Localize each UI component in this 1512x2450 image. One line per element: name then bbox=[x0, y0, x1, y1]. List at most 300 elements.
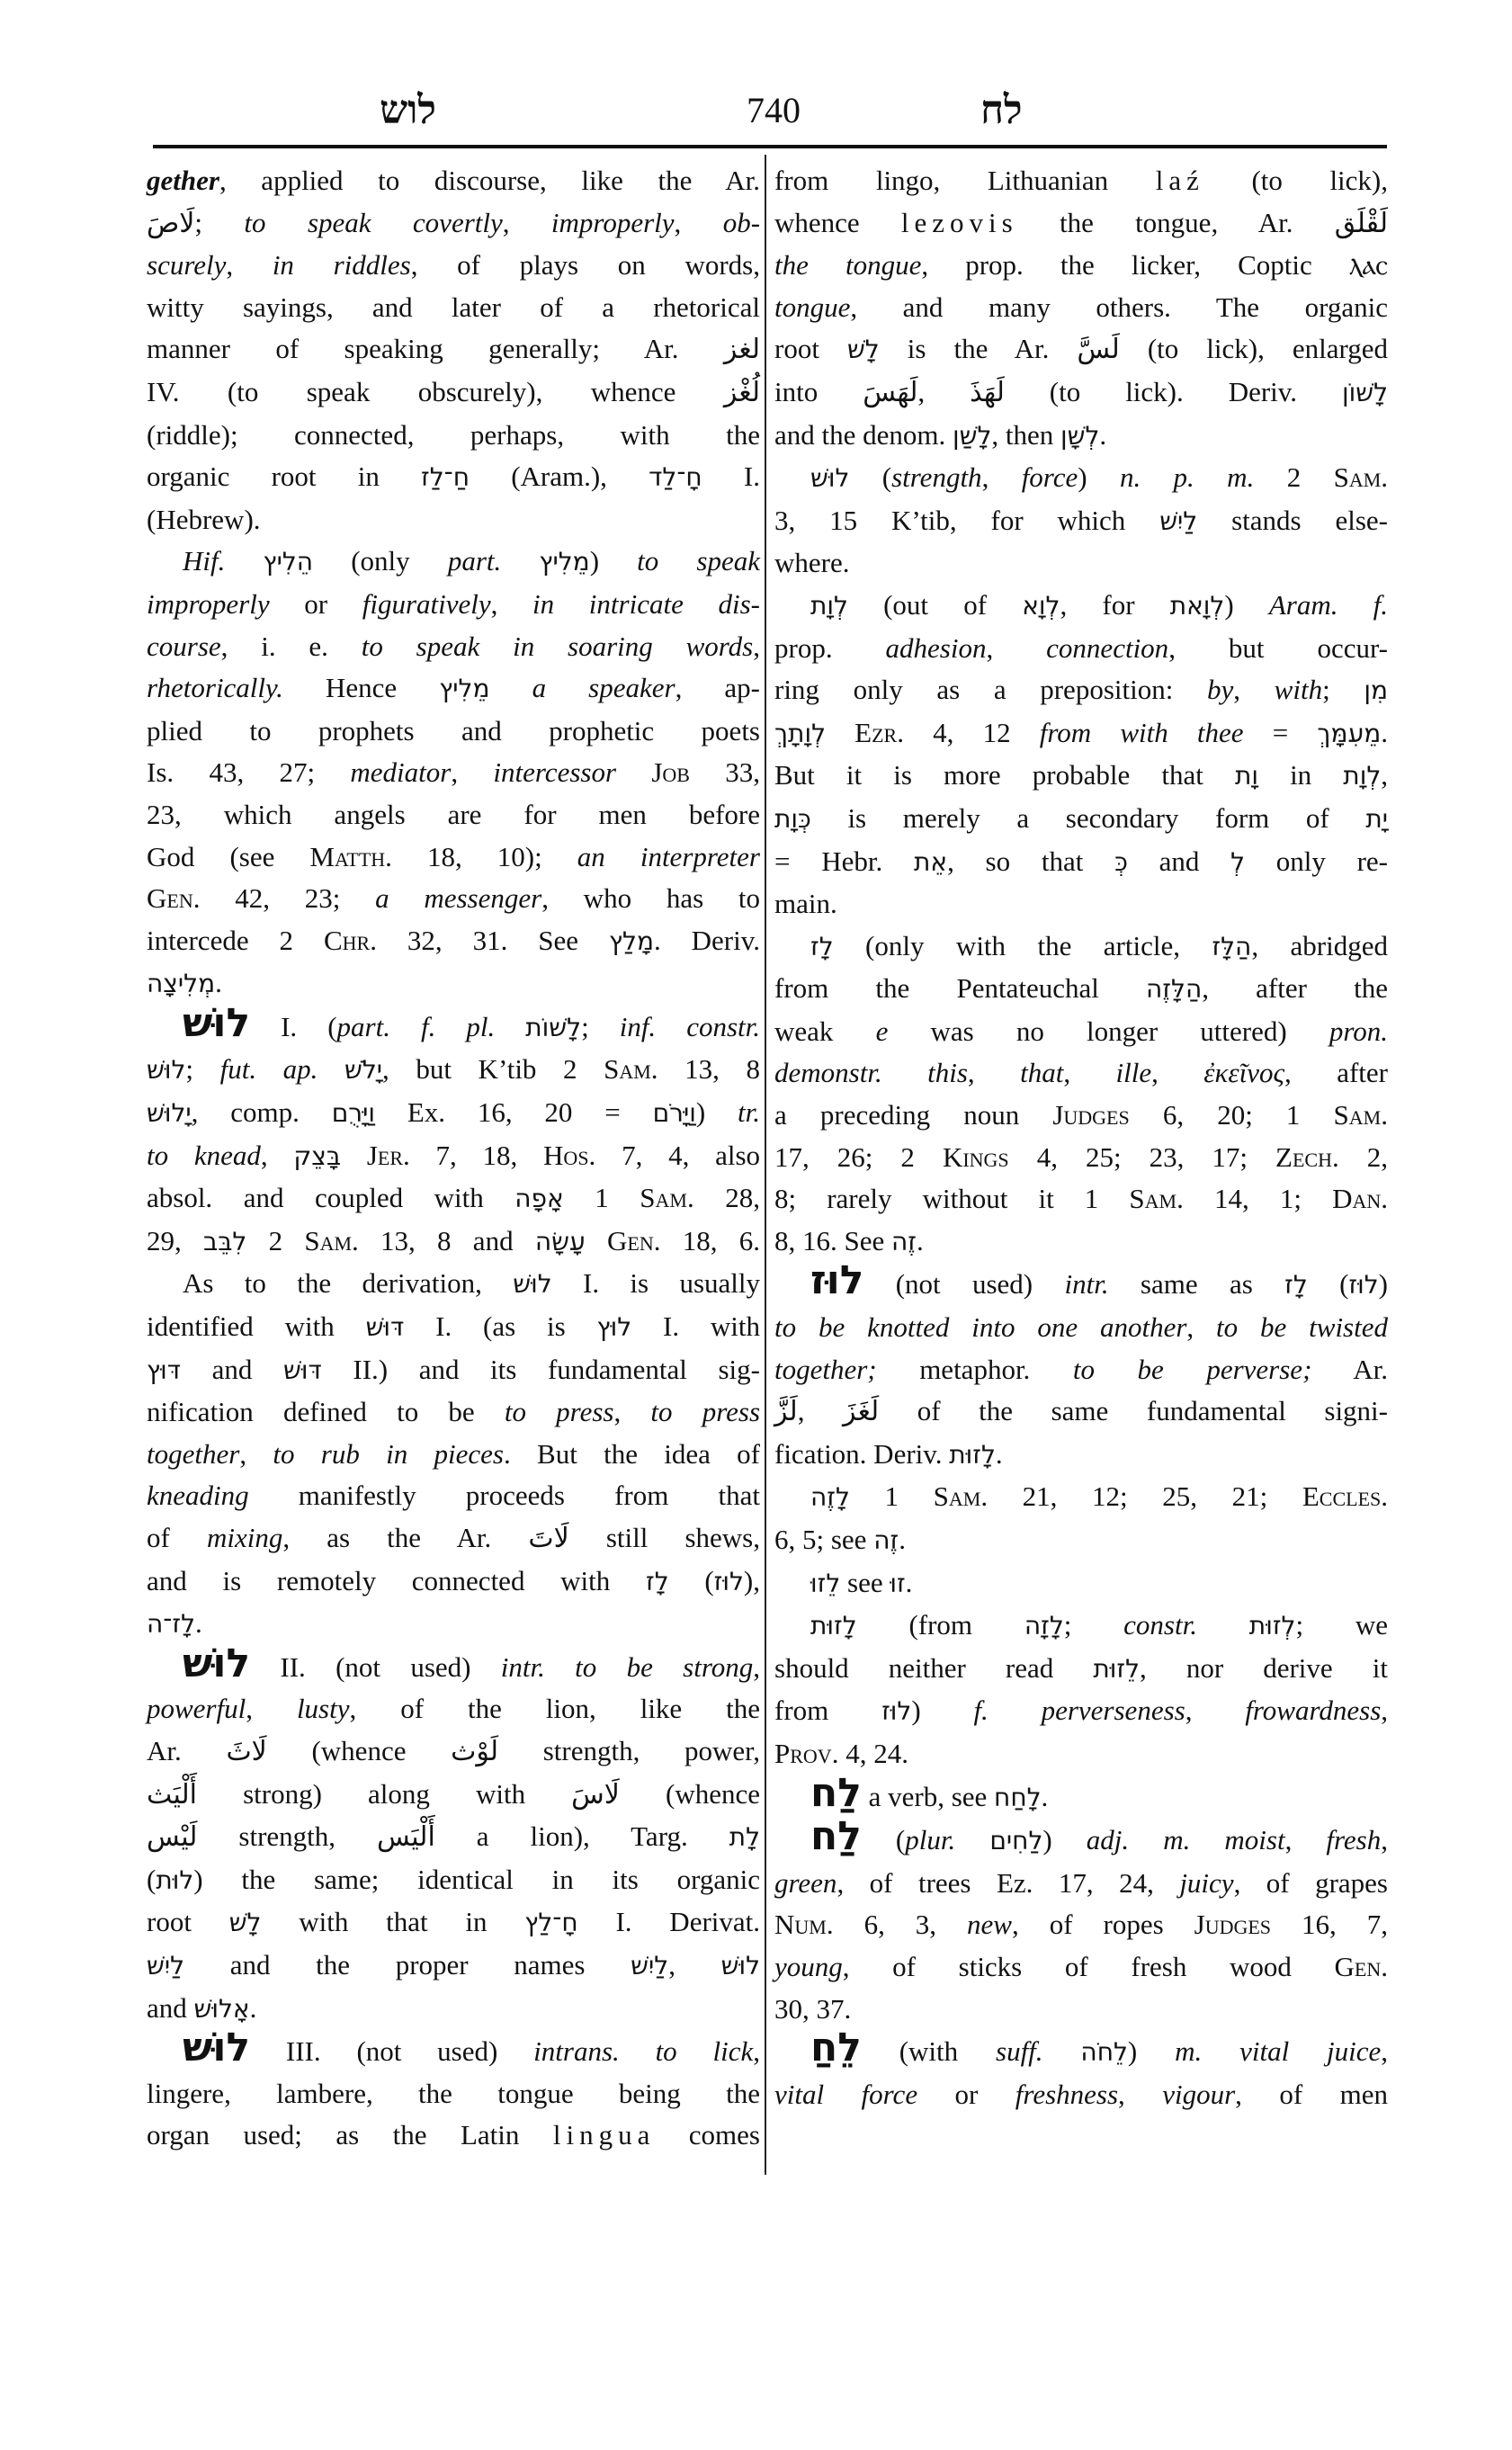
text-run: . bbox=[249, 1991, 257, 2024]
text-line bbox=[147, 1603, 760, 1646]
text-run: Ar. bbox=[147, 1734, 227, 1766]
text-run: IV. (to speak obscurely), whence bbox=[147, 375, 724, 407]
text-run: strength, bbox=[197, 1820, 377, 1853]
text-line bbox=[774, 968, 1388, 1011]
text-run: 7, 18, bbox=[409, 1139, 544, 1171]
arabic-word: لَاثَ bbox=[226, 1735, 267, 1767]
text-run: should neither read bbox=[774, 1651, 1094, 1684]
arabic-word: لَاسَ bbox=[571, 1778, 620, 1811]
arabic-word: لَغَزَ bbox=[843, 1396, 880, 1428]
italic-gloss: a messenger bbox=[375, 882, 542, 915]
text-run: and bbox=[147, 1991, 194, 2024]
text-line bbox=[147, 1730, 760, 1774]
text-run: ) bbox=[1127, 2035, 1176, 2068]
text-run: , bbox=[753, 630, 760, 662]
text-run: , of trees Ez. 17, 24, bbox=[837, 1866, 1180, 1899]
text-run: a preceding noun bbox=[774, 1099, 1053, 1131]
italic-gloss: part. f. pl. bbox=[336, 1010, 496, 1042]
text-line bbox=[147, 836, 760, 879]
text-run: , of grapes bbox=[1233, 1866, 1388, 1899]
text-line bbox=[147, 328, 760, 371]
book-reference: Dan. bbox=[1332, 1183, 1388, 1215]
text-line bbox=[147, 202, 760, 246]
hebrew-word: כְּ bbox=[1114, 846, 1128, 877]
text-run: , after bbox=[1284, 1057, 1388, 1089]
book-reference: Jer. bbox=[366, 1139, 410, 1171]
text-run: ; bbox=[1063, 1609, 1124, 1641]
italic-gloss: to speak bbox=[637, 545, 761, 577]
text-line bbox=[147, 1135, 760, 1178]
text-run: , bbox=[613, 1396, 651, 1428]
text-run: organ used; as the Latin bbox=[147, 2119, 553, 2151]
text-line bbox=[147, 1177, 760, 1221]
text-run: 4, 24. bbox=[838, 1737, 908, 1769]
text-run: , abridged bbox=[1251, 929, 1388, 961]
text-line bbox=[147, 1049, 760, 1092]
italic-gloss: tr. bbox=[738, 1096, 761, 1129]
italic-gloss: in intricate dis- bbox=[532, 587, 760, 620]
italic-gloss: to be perverse; bbox=[1072, 1353, 1312, 1385]
text-run: ( bbox=[1307, 1268, 1349, 1301]
italic-gloss: to press bbox=[504, 1396, 614, 1428]
text-run: or bbox=[269, 587, 362, 620]
text-run: see bbox=[840, 1566, 890, 1598]
arabic-word: لَهَسَ bbox=[863, 376, 918, 408]
italic-gloss: e bbox=[875, 1015, 889, 1047]
hebrew-word: לוּשׁ bbox=[147, 1055, 186, 1086]
text-line bbox=[774, 628, 1388, 670]
text-run: Ar. bbox=[1311, 1353, 1388, 1385]
hebrew-word: לוּשׁ bbox=[810, 463, 850, 494]
italic-gloss: course bbox=[147, 630, 221, 662]
text-line bbox=[774, 1946, 1388, 1989]
hebrew-word: לָשׁ bbox=[846, 335, 880, 365]
italic-gloss: intr. bbox=[1064, 1268, 1109, 1301]
text-run: 1 bbox=[563, 1182, 640, 1214]
text-run: where. bbox=[774, 547, 850, 579]
text-run: , bbox=[1118, 2078, 1163, 2110]
text-run: 6, 20; 1 bbox=[1129, 1099, 1334, 1131]
italic-gloss: gether bbox=[147, 165, 219, 196]
text-line bbox=[774, 1562, 1388, 1605]
italic-gloss: juicy bbox=[1179, 1866, 1234, 1899]
text-line bbox=[774, 925, 1388, 969]
text-line bbox=[774, 798, 1388, 841]
text-run: ; bbox=[194, 206, 245, 238]
hebrew-word: חָ־לַץ bbox=[524, 1908, 578, 1938]
text-run bbox=[826, 717, 854, 748]
text-run: 13, 8 and bbox=[358, 1224, 535, 1256]
text-line bbox=[147, 2115, 760, 2157]
text-run: , who has to bbox=[541, 882, 760, 915]
text-run: 16, 7, bbox=[1271, 1909, 1388, 1941]
text-line bbox=[147, 962, 760, 1006]
text-run: , bbox=[986, 631, 1047, 664]
text-run: (Hebrew). bbox=[147, 503, 261, 535]
text-run bbox=[318, 1053, 344, 1085]
text-line bbox=[774, 1813, 1388, 1863]
italic-gloss: young bbox=[774, 1950, 843, 1982]
text-run: , bbox=[1284, 1824, 1327, 1856]
book-reference: Sam. bbox=[1333, 461, 1389, 494]
text-run: ( bbox=[861, 1824, 906, 1856]
text-run: , i. e. bbox=[220, 630, 362, 662]
text-run bbox=[501, 545, 539, 577]
italic-gloss: together; bbox=[774, 1353, 877, 1385]
book-reference: Gen. bbox=[147, 882, 201, 915]
text-run: manifestly proceeds from that bbox=[248, 1480, 760, 1512]
text-run: ) bbox=[911, 1694, 974, 1727]
text-line bbox=[147, 1517, 760, 1560]
text-run: from the Pentateuchal bbox=[774, 972, 1147, 1005]
arabic-word: لغز bbox=[723, 334, 760, 366]
text-run: was no longer uttered) bbox=[888, 1015, 1329, 1047]
italic-gloss: kneading bbox=[147, 1480, 249, 1512]
text-run: is merely a secondary form of bbox=[810, 801, 1366, 834]
italic-gloss: to knead bbox=[147, 1139, 261, 1171]
text-line bbox=[147, 160, 760, 202]
hebrew-word: לוּז bbox=[713, 1566, 744, 1596]
italic-gloss: adj. m. moist bbox=[1086, 1824, 1285, 1856]
book-reference: Prov. bbox=[774, 1737, 839, 1769]
italic-gloss: with bbox=[1274, 674, 1323, 706]
text-run: lezovis bbox=[900, 206, 1018, 238]
text-line bbox=[147, 999, 761, 1050]
text-run: , of the lion, like the bbox=[349, 1693, 761, 1725]
hebrew-word: לִבֵּב bbox=[203, 1226, 247, 1256]
hebrew-word: לוּשׁ bbox=[183, 1640, 251, 1686]
hebrew-word: מִן bbox=[1364, 675, 1388, 706]
italic-gloss: fresh bbox=[1326, 1824, 1382, 1856]
text-run: and is remotely connected with bbox=[147, 1564, 646, 1596]
hebrew-word: חָ־לַד bbox=[649, 462, 702, 493]
hebrew-word: לְשָׁן bbox=[1060, 420, 1100, 451]
text-line bbox=[774, 585, 1388, 628]
text-run: 21, 12; 25, 21; bbox=[988, 1480, 1302, 1513]
text-run: III. (not used) bbox=[250, 2035, 534, 2068]
text-run bbox=[495, 1011, 525, 1042]
text-line bbox=[774, 1011, 1388, 1053]
text-run bbox=[586, 1225, 607, 1256]
hebrew-word: יָת bbox=[1365, 803, 1388, 834]
text-line bbox=[147, 371, 760, 415]
text-run: root bbox=[147, 1906, 229, 1938]
text-line bbox=[147, 794, 760, 836]
hebrew-word: לְ bbox=[1230, 846, 1246, 877]
book-reference: Sam. bbox=[933, 1480, 989, 1513]
text-line bbox=[774, 457, 1388, 500]
arabic-word: لَهَذَ bbox=[970, 376, 1005, 408]
italic-gloss: to press bbox=[650, 1396, 761, 1428]
hebrew-word: דּוּשׁ bbox=[283, 1355, 322, 1385]
text-line bbox=[147, 1945, 760, 1988]
text-run: , so that bbox=[947, 845, 1115, 877]
text-run: main. bbox=[774, 888, 837, 920]
hebrew-word: לָת bbox=[729, 1822, 760, 1853]
text-run: . Deriv. bbox=[653, 924, 760, 956]
arabic-word: لَوْث bbox=[451, 1735, 499, 1767]
text-run: . bbox=[1099, 418, 1107, 451]
hebrew-word: לוּשׁ bbox=[183, 999, 251, 1046]
text-run: 6, 3, bbox=[833, 1909, 968, 1941]
hebrew-word: הַלָּזֶה bbox=[1146, 974, 1203, 1005]
italic-gloss: ille bbox=[1115, 1057, 1152, 1089]
text-run: into bbox=[774, 375, 863, 407]
hebrew-word: וַיָּרֻם bbox=[331, 1098, 375, 1129]
text-run: 8; rarely without it 1 bbox=[774, 1183, 1130, 1215]
text-run bbox=[616, 756, 651, 788]
hebrew-word: לָשׁוֹת bbox=[525, 1012, 582, 1042]
text-run: God (see bbox=[147, 840, 310, 872]
text-run: whence bbox=[774, 206, 901, 238]
text-run: witty sayings, and later of a rhetorical bbox=[147, 291, 760, 323]
text-run: , of plays on words, bbox=[410, 249, 760, 282]
running-header bbox=[153, 79, 1387, 142]
text-run: , comp. bbox=[191, 1096, 332, 1129]
italic-gloss: to speak covertly bbox=[244, 206, 503, 238]
hebrew-word: לְוָת bbox=[1343, 761, 1382, 791]
text-run: ; bbox=[1322, 674, 1364, 706]
text-run: , applied to discourse, like the Ar. bbox=[219, 165, 760, 196]
text-line bbox=[147, 287, 760, 329]
italic-gloss: intercessor bbox=[493, 756, 617, 789]
hebrew-word: הֵלִיץ bbox=[263, 547, 314, 577]
text-run: ) bbox=[695, 1096, 738, 1129]
text-line bbox=[774, 202, 1388, 246]
text-run: . bbox=[995, 1437, 1003, 1470]
text-run: I. with bbox=[631, 1310, 761, 1343]
italic-gloss: force bbox=[1021, 461, 1078, 494]
hebrew-word: לֵחַ bbox=[810, 2025, 862, 2071]
hebrew-word: דּוּץ bbox=[147, 1355, 182, 1385]
right-column bbox=[774, 160, 1388, 2115]
text-run: , bbox=[260, 1139, 294, 1171]
text-run: 33, bbox=[689, 756, 761, 789]
text-run: , bbox=[753, 2035, 760, 2068]
text-run: , bbox=[1381, 2035, 1389, 2068]
text-run: I. is usually bbox=[551, 1267, 760, 1300]
text-run: from bbox=[774, 1694, 882, 1727]
text-run: = Hebr. bbox=[774, 845, 914, 877]
arabic-word: لَاصَ bbox=[147, 207, 195, 239]
text-run: , bbox=[246, 1693, 297, 1725]
text-run: 42, 23; bbox=[200, 882, 376, 915]
hebrew-word: מְלִיצָה bbox=[147, 969, 216, 999]
italic-gloss: to speak in soaring words bbox=[361, 630, 754, 662]
italic-gloss: ἐκεῖνος bbox=[1203, 1057, 1285, 1089]
text-run bbox=[490, 672, 532, 703]
text-run: intercede 2 bbox=[147, 924, 324, 956]
text-run: ) the same; identical in its organic bbox=[193, 1863, 760, 1895]
text-run: metaphor. bbox=[876, 1353, 1073, 1385]
text-run: = bbox=[1243, 716, 1318, 748]
text-run: , bbox=[1381, 1694, 1389, 1727]
italic-gloss: freshness bbox=[1015, 2078, 1119, 2110]
text-run: , bbox=[917, 375, 971, 407]
italic-gloss: the tongue bbox=[774, 249, 922, 282]
text-line bbox=[147, 878, 760, 920]
hebrew-word: לְזוּת bbox=[1248, 1611, 1296, 1641]
column-divider bbox=[765, 155, 766, 2175]
text-line bbox=[774, 1390, 1388, 1434]
hebrew-word: וַיָּרֹם bbox=[652, 1098, 696, 1129]
italic-gloss: improperly bbox=[147, 587, 270, 620]
text-run bbox=[1043, 2035, 1081, 2067]
text-run: prop. bbox=[774, 631, 886, 664]
text-line bbox=[147, 920, 760, 963]
text-line bbox=[147, 711, 760, 753]
text-run: (not used) bbox=[863, 1268, 1065, 1301]
italic-gloss: plur. bbox=[905, 1824, 956, 1856]
hebrew-word: לָחַח bbox=[994, 1782, 1042, 1812]
text-line bbox=[147, 245, 760, 287]
book-reference: Kings bbox=[942, 1140, 1009, 1173]
text-run: , bbox=[1381, 759, 1388, 791]
text-line bbox=[774, 2074, 1388, 2116]
italic-gloss: scurely bbox=[147, 249, 227, 282]
text-line bbox=[147, 1475, 760, 1517]
text-run: II. (not used) bbox=[250, 1650, 501, 1683]
text-run: stands else- bbox=[1197, 504, 1388, 536]
text-run: plied to prophets and prophetic poets bbox=[147, 714, 760, 747]
hebrew-word: זֶה bbox=[891, 1226, 917, 1256]
hebrew-word: לָז bbox=[810, 931, 834, 961]
text-run: 18, 6. bbox=[660, 1224, 761, 1256]
text-run: ( bbox=[668, 1564, 714, 1596]
text-run: ) bbox=[1042, 1824, 1087, 1856]
text-run: root bbox=[774, 333, 847, 365]
text-run: fication. Deriv. bbox=[774, 1437, 950, 1470]
text-run: . bbox=[215, 967, 222, 999]
text-run: ) bbox=[589, 545, 638, 577]
text-run: ; bbox=[581, 1010, 620, 1042]
text-run: ; bbox=[185, 1053, 220, 1086]
italic-gloss: figuratively bbox=[362, 587, 491, 620]
text-line bbox=[774, 542, 1388, 585]
text-run: Hence bbox=[282, 672, 440, 704]
text-line bbox=[147, 1391, 760, 1434]
italic-gloss: pron. bbox=[1329, 1015, 1389, 1047]
hebrew-word: לוּשׁ bbox=[720, 1950, 761, 1981]
text-run: , bbox=[1233, 674, 1275, 706]
text-run: same as bbox=[1108, 1268, 1285, 1301]
page-number: 740 bbox=[747, 90, 801, 130]
hebrew-word: לָשׁ bbox=[228, 1908, 262, 1938]
text-run: and bbox=[181, 1353, 283, 1385]
text-line bbox=[774, 883, 1388, 925]
arabic-word: أَلْيَث bbox=[147, 1778, 197, 1811]
text-run: 7, 4, also bbox=[595, 1139, 761, 1171]
book-reference: Chr. bbox=[323, 924, 377, 956]
text-run: (only bbox=[313, 545, 448, 577]
text-line bbox=[774, 755, 1388, 798]
text-run: (Aram.), bbox=[470, 460, 649, 493]
hebrew-word: לַיִשׁ bbox=[631, 1950, 669, 1981]
hebrew-word: לֵחֹה bbox=[1080, 2037, 1128, 2068]
hebrew-word: עָשָׂה bbox=[534, 1226, 586, 1256]
text-run: , bbox=[967, 1057, 1021, 1089]
italic-gloss: together bbox=[147, 1437, 240, 1470]
hebrew-word: לוּת bbox=[156, 1864, 194, 1895]
text-run bbox=[1197, 1609, 1249, 1641]
text-line bbox=[147, 2025, 760, 2073]
text-run: comes bbox=[655, 2119, 760, 2151]
text-run: manner of speaking generally; Ar. bbox=[147, 333, 724, 365]
text-line bbox=[147, 415, 760, 457]
book-reference: Matth. bbox=[309, 840, 392, 872]
text-run: (to lick), bbox=[1203, 165, 1389, 196]
text-run: 17, 26; 2 bbox=[774, 1140, 943, 1173]
text-run: 8, 16. See bbox=[774, 1224, 892, 1256]
text-run: ( bbox=[849, 461, 892, 494]
text-line bbox=[774, 712, 1388, 756]
text-line bbox=[147, 499, 760, 541]
text-run: II.) and its fundamental sig- bbox=[321, 1353, 760, 1385]
hebrew-word: אֵת bbox=[913, 846, 948, 877]
text-run: strength, power, bbox=[498, 1734, 761, 1766]
italic-gloss: in riddles bbox=[272, 249, 411, 282]
hebrew-word: מָלַץ bbox=[608, 925, 654, 956]
italic-gloss: lusty bbox=[296, 1693, 350, 1725]
book-reference: Num. bbox=[774, 1909, 834, 1941]
hebrew-word: לַיִשׁ bbox=[147, 1950, 185, 1981]
text-line bbox=[774, 1605, 1388, 1648]
text-line bbox=[774, 1178, 1388, 1221]
hebrew-word: זֶה bbox=[873, 1525, 899, 1555]
text-line bbox=[147, 626, 760, 668]
hebrew-word: לוּץ bbox=[596, 1312, 632, 1343]
text-run: identified with bbox=[147, 1310, 366, 1343]
text-run: ) bbox=[1378, 1268, 1388, 1301]
text-run: 1 bbox=[849, 1480, 934, 1513]
text-run: nification defined to be bbox=[147, 1396, 505, 1428]
hebrew-word: אָפָה bbox=[514, 1184, 564, 1214]
italic-gloss: n. p. m. bbox=[1119, 461, 1255, 494]
italic-gloss: suff. bbox=[996, 2035, 1043, 2068]
italic-gloss: vigour bbox=[1162, 2078, 1236, 2110]
text-run: . bbox=[899, 1524, 906, 1555]
italic-gloss: mixing bbox=[206, 1522, 283, 1553]
hebrew-word: לְוָאת bbox=[1169, 590, 1225, 621]
text-run: ) bbox=[1078, 461, 1120, 494]
text-run: , ap- bbox=[675, 672, 761, 704]
hebrew-word: וָת bbox=[1234, 761, 1258, 791]
text-run: (riddle); connected, perhaps, with the bbox=[147, 418, 760, 451]
text-run: 29, bbox=[147, 1224, 204, 1256]
text-line bbox=[774, 245, 1388, 287]
text-run: , bbox=[1151, 1057, 1204, 1089]
text-run: ring only as a preposition: bbox=[774, 674, 1207, 706]
text-line bbox=[774, 1221, 1388, 1264]
italic-gloss: powerful bbox=[147, 1693, 246, 1725]
italic-gloss: by bbox=[1207, 674, 1234, 706]
text-run: 23, which angels are for men before bbox=[147, 798, 760, 830]
text-line bbox=[774, 841, 1388, 884]
text-line bbox=[774, 2025, 1389, 2074]
text-run: 3, 15 K’tib, for which bbox=[774, 504, 1160, 536]
italic-gloss: part. bbox=[447, 545, 502, 577]
text-line bbox=[147, 1349, 760, 1392]
text-run: 18, 10); bbox=[391, 840, 577, 872]
text-run: , bbox=[674, 206, 723, 238]
text-run bbox=[341, 1140, 367, 1171]
text-run: , bbox=[981, 461, 1022, 494]
italic-gloss: an interpreter bbox=[577, 840, 760, 872]
text-line bbox=[147, 1816, 760, 1859]
text-run: (only with the article, bbox=[833, 929, 1212, 961]
text-run: and bbox=[1127, 845, 1231, 877]
left-column bbox=[147, 160, 760, 2157]
